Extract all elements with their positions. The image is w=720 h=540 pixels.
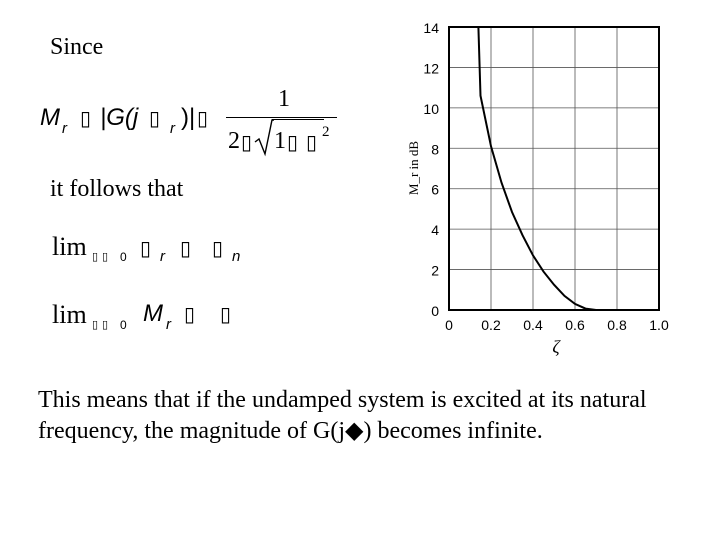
eq2-lim-zero: 0 — [120, 250, 127, 264]
y-tick-label-5: 10 — [423, 100, 439, 117]
y-tick-label-6: 12 — [423, 60, 439, 77]
eq1-glyph-2: ▯ — [149, 108, 161, 130]
y-tick-label-3: 6 — [431, 181, 439, 198]
eq1-den-glyph-1: ▯ — [241, 132, 253, 154]
eq3-glyph-b: ▯ — [184, 304, 196, 326]
eq1-den-exp: 2 — [322, 124, 330, 140]
eq1-den-glyph-2: ▯ — [287, 132, 299, 154]
eq1-numerator: 1 — [278, 86, 290, 112]
eq1-lhs-sub: r — [62, 120, 67, 137]
eq2-sub-a: r — [160, 248, 165, 265]
eq1-magnitude: |G(j — [100, 104, 139, 131]
eq1-glyph-1: ▯ — [80, 108, 92, 130]
chart-series — [478, 27, 596, 310]
eq3-lim-glyph-2: ▯ — [102, 319, 109, 331]
eq1-den-glyph-3: ▯ — [306, 132, 318, 154]
x-tick-label-3: 0.6 — [565, 317, 585, 333]
eq3-M-sub: r — [166, 316, 171, 333]
follows-text: it follows that — [50, 176, 184, 202]
since-text: Since — [50, 34, 104, 60]
explanation-paragraph: This means that if the undamped system is excited at its natural frequency, the magnitude of G(j◆) becomes infinite. — [38, 387, 647, 444]
x-tick-label-2: 0.4 — [523, 317, 543, 333]
x-tick-labels — [445, 317, 669, 333]
y-tick-label-1: 2 — [431, 262, 439, 279]
x-tick-label-4: 0.8 — [607, 317, 627, 333]
eq3-lim: lim — [52, 300, 87, 329]
x-tick-label-1: 0.2 — [481, 317, 501, 333]
y-tick-label-0: 0 — [431, 303, 439, 319]
eq1-mid-sub: r — [170, 120, 175, 137]
y-tick-label-7: 14 — [423, 20, 439, 36]
x-tick-label-5: 1.0 — [649, 317, 669, 333]
eq3-M: M — [143, 300, 163, 327]
eq1-den-two: 2 — [228, 128, 240, 154]
y-tick-label-4: 8 — [431, 141, 439, 158]
eq2-lim-glyph-2: ▯ — [102, 251, 109, 263]
eq2-lim: lim — [52, 232, 87, 261]
eq3-glyph-c: ▯ — [220, 304, 232, 326]
eq1-den-one: 1 — [274, 128, 286, 154]
eq2-sub-c: n — [232, 248, 241, 265]
eq1-lhs: M — [40, 104, 60, 131]
x-axis-label: ζ — [552, 337, 560, 357]
eq1-glyph-3: ▯ — [197, 108, 209, 130]
eq2-glyph-c: ▯ — [212, 238, 224, 260]
series-line-0 — [478, 27, 596, 310]
x-tick-label-0: 0 — [445, 317, 453, 333]
eq2-lim-glyph: ▯ — [92, 251, 99, 263]
y-tick-label-2: 4 — [431, 222, 439, 239]
y-axis-label: M_r in dB — [406, 140, 421, 196]
y-tick-labels — [423, 20, 439, 319]
eq3-lim-zero: 0 — [120, 318, 127, 332]
eq1-close: )| — [181, 104, 196, 131]
eq2-glyph-b: ▯ — [180, 238, 192, 260]
eq2-glyph-a: ▯ — [140, 238, 152, 260]
eq3-lim-glyph: ▯ — [92, 319, 99, 331]
